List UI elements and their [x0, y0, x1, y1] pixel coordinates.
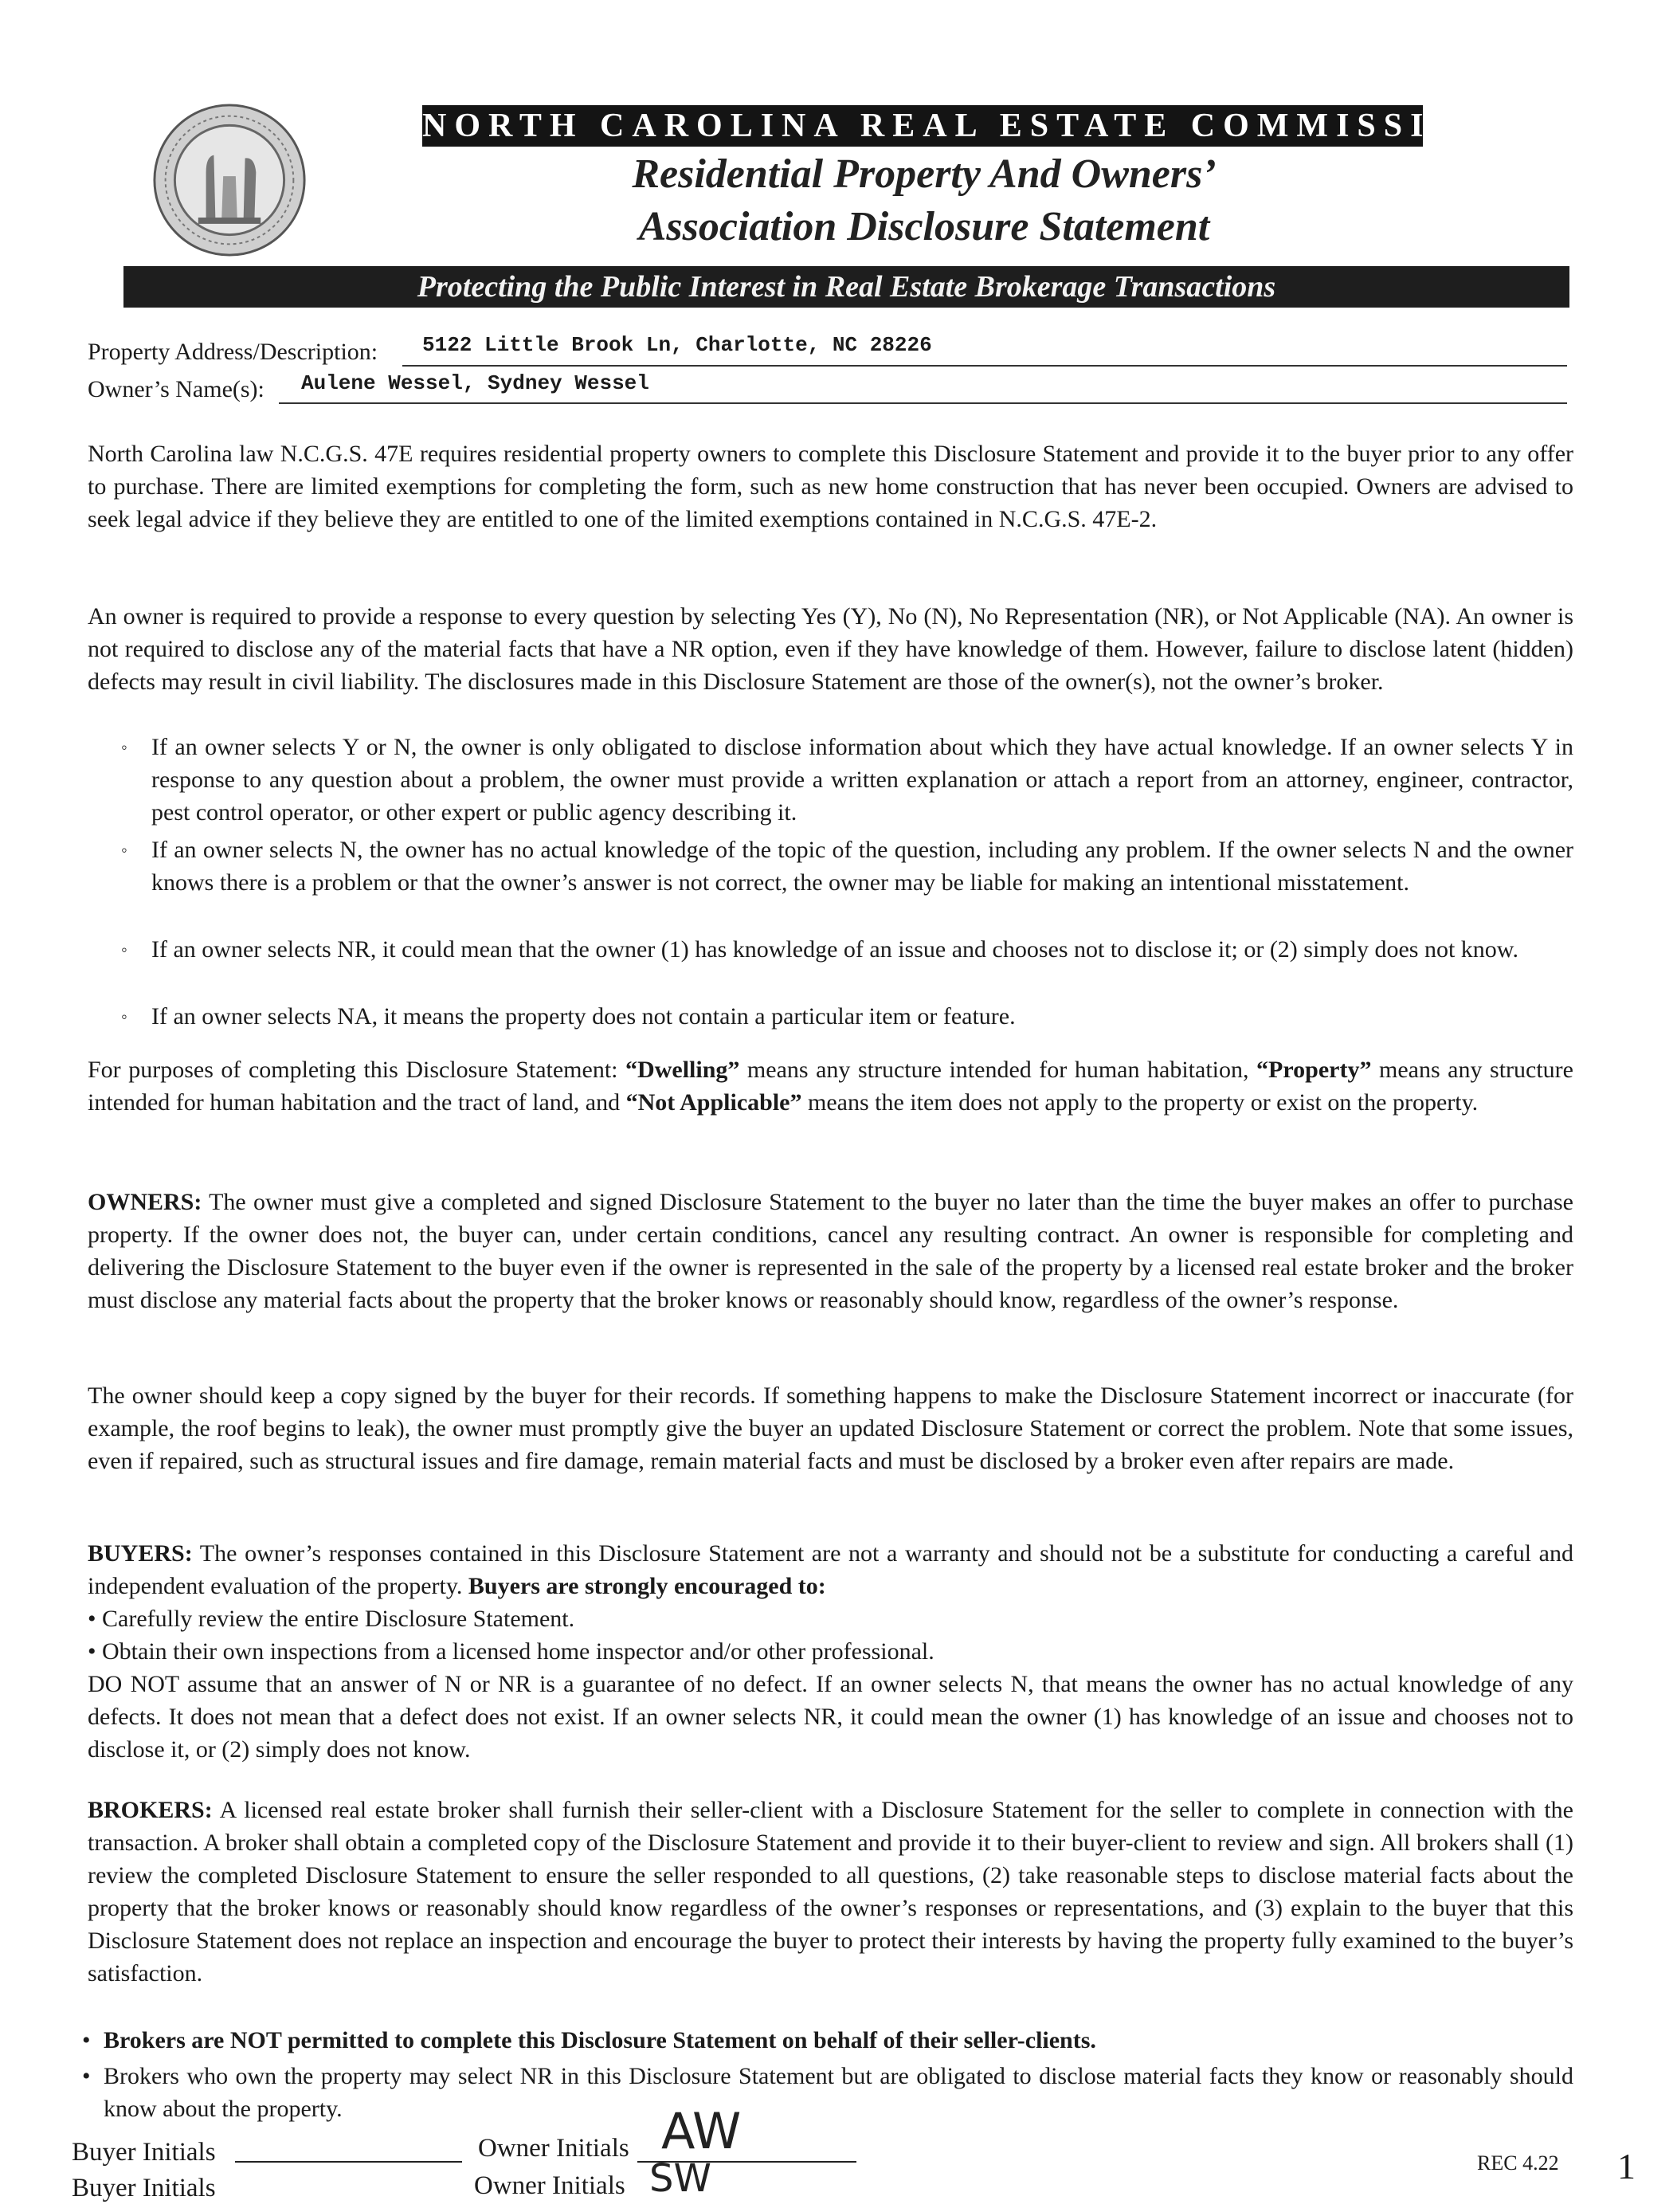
bullet-dot: •	[82, 2063, 91, 2089]
buyers-bullet-inspect: • Obtain their own inspections from a licensed home inspector and/or other professional.	[88, 1638, 934, 1665]
property-address-row	[88, 339, 378, 366]
term-not-applicable: “Not Applicable”	[625, 1089, 802, 1116]
brokers-heading: BROKERS:	[88, 1797, 213, 1823]
buyer-initials-label-2: Buyer Initials	[72, 2174, 216, 2202]
brokers-bullet-not-permitted: • Brokers are NOT permitted to complete this Disclosure Statement on behalf of their seller-clients.	[76, 2024, 1573, 2057]
definitions-paragraph: For purposes of completing this Disclosure Statement: “Dwelling” means any structure intended for human habitation, “Property” means any structure intended for human habitation and the tract of land, and “Not Applicable” means the item does not apply to the property or exist on the property.	[88, 1057, 1573, 1116]
page-number: 1	[1617, 2146, 1636, 2187]
form-title	[446, 148, 1402, 253]
owner-names-label: Owner’s Name(s):	[88, 376, 264, 402]
brokers-bullet-own-property: • Brokers who own the property may select NR in this Disclosure Statement but are obligated to disclose material facts they know or reasonably should know about the property.	[76, 2060, 1573, 2125]
buyer-initials-label-1: Buyer Initials	[72, 2138, 216, 2167]
owner-names-value[interactable]: Aulene Wessel, Sydney Wessel	[301, 371, 649, 395]
answer-bullet-nr: ◦ If an owner selects NR, it could mean that the owner (1) has knowledge of an issue and chooses not to disclose it; or (2) simply does not know.	[112, 933, 1573, 966]
bullet-marker: ◦	[121, 939, 127, 959]
owner-initials-sw: SW	[649, 2156, 711, 2201]
property-address-underline	[402, 365, 1567, 367]
term-property: “Property”	[1256, 1057, 1372, 1083]
bullet-marker: ◦	[121, 1006, 127, 1026]
buyers-warning: DO NOT assume that an answer of N or NR is a guarantee of no defect. If an owner selects N, that means the owner has no actual knowledge of any defects. It does not mean that a defect does not exist. If an owner selects NR, it could mean the owner (1) has knowledge of an issue and chooses not to disclose it, or (2) simply does not know.	[88, 1671, 1573, 1763]
owner-initials-label-1: Owner Initials	[478, 2134, 629, 2163]
form-title-line-2: Association Disclosure Statement	[638, 204, 1210, 249]
intro-paragraph-2: An owner is required to provide a response to every question by selecting Yes (Y), No (N), No Representation (NR), or Not Applicable (NA). An owner is not required to disclose any of the material facts that have a NR option, even if they have knowledge of them. However, failure to disclose latent (hidden) defects may result in civil liability. The disclosures made in this Disclosure Statement are those of the owner(s), not the owner’s broker.	[88, 603, 1573, 695]
owner-names-underline	[279, 402, 1567, 404]
state-seal-icon	[151, 102, 308, 258]
bullet-marker: ◦	[121, 840, 127, 860]
intro-paragraph-1: North Carolina law N.C.G.S. 47E requires residential property owners to complete this Disclosure Statement and provide it to the buyer prior to any offer to purchase. There are limited exemptions for completing the form, such as new home construction that has never been occupied. Owners are advised to seek legal advice if they believe they are entitled to one of the limited exemptions contained in N.C.G.S. 47E-2.	[88, 441, 1573, 532]
term-dwelling: “Dwelling”	[625, 1057, 740, 1083]
buyers-heading: BUYERS:	[88, 1540, 193, 1567]
bullet-marker: ◦	[121, 737, 127, 757]
answer-bullet-yn: ◦ If an owner selects Y or N, the owner is only obligated to disclose information about which they have actual knowledge. If an owner selects Y in response to any question about a problem, the owner must provide a written explanation or attach a report from an attorney, engineer, contractor, pest control operator, or other expert or public agency describing it.	[112, 731, 1573, 829]
bullet-dot: •	[82, 2027, 91, 2053]
buyer-initials-line-1[interactable]	[235, 2161, 462, 2163]
owners-paragraph-1: OWNERS: The owner must give a completed and signed Disclosure Statement to the buyer no later than the time the buyer makes an offer to purchase property. If the owner does not, the buyer can, under certain conditions, cancel any resulting contract. An owner is responsible for completing and delivering the Disclosure Statement to the buyer even if the owner is represented in the sale of the property by a licensed real estate broker and the broker must disclose any material facts about the property that the broker knows or reasonably should know, regardless of the owner’s response.	[88, 1189, 1573, 1313]
owner-initials-label-2: Owner Initials	[474, 2171, 625, 2200]
answer-bullet-n: ◦ If an owner selects N, the owner has no actual knowledge of the topic of the question, including any problem. If the owner selects N and the owner knows there is a problem or that the owner’s answer is not correct, the owner may be liable for making an intentional misstatement.	[112, 833, 1573, 899]
form-code: REC 4.22	[1477, 2151, 1559, 2175]
tagline-banner: Protecting the Public Interest in Real Estate Brokerage Transactions	[123, 266, 1569, 308]
commission-banner: NORTH CAROLINA REAL ESTATE COMMISSION	[422, 105, 1423, 147]
buyers-emphasis: Buyers are strongly encouraged to:	[468, 1573, 826, 1599]
property-address-value[interactable]: 5122 Little Brook Ln, Charlotte, NC 28226	[422, 333, 932, 357]
owner-initials-aw: AW	[661, 2102, 742, 2160]
brokers-paragraph: BROKERS: A licensed real estate broker shall furnish their seller-client with a Disclosure Statement for the seller to complete in connection with the transaction. A broker shall obtain a completed copy of the Disclosure Statement and provide it to their buyer-client to review and sign. All brokers shall (1) review the completed Disclosure Statement to ensure the seller responded to all questions, (2) take reasonable steps to disclose material facts about the property that the broker knows or reasonably should know regardless of the owner’s responses or representations, and (3) explain to the buyer that this Disclosure Statement does not replace an inspection and encourage the buyer to protect their interests by having the property fully examined to the buyer’s satisfaction.	[88, 1797, 1573, 1986]
owners-heading: OWNERS:	[88, 1189, 202, 1215]
buyers-bullet-review: • Carefully review the entire Disclosure Statement.	[88, 1606, 575, 1632]
owners-paragraph-2: The owner should keep a copy signed by the buyer for their records. If something happens to make the Disclosure Statement incorrect or inaccurate (for example, the roof begins to leak), the owner must promptly give the buyer an updated Disclosure Statement or correct the problem. Note that some issues, even if repaired, such as structural issues and fire damage, remain material facts and must be disclosed by a broker even after repairs are made.	[88, 1382, 1573, 1474]
answer-bullet-na: ◦ If an owner selects NA, it means the property does not contain a particular item or feature.	[112, 1000, 1573, 1033]
owner-names-row	[88, 376, 264, 403]
property-address-label: Property Address/Description:	[88, 339, 378, 365]
form-title-line-1: Residential Property And Owners’	[632, 151, 1217, 197]
buyers-paragraph: BUYERS: The owner’s responses contained in this Disclosure Statement are not a warranty and should not be a substitute for conducting a careful and independent evaluation of the property. Buyers are strongly encouraged to:	[88, 1540, 1573, 1599]
